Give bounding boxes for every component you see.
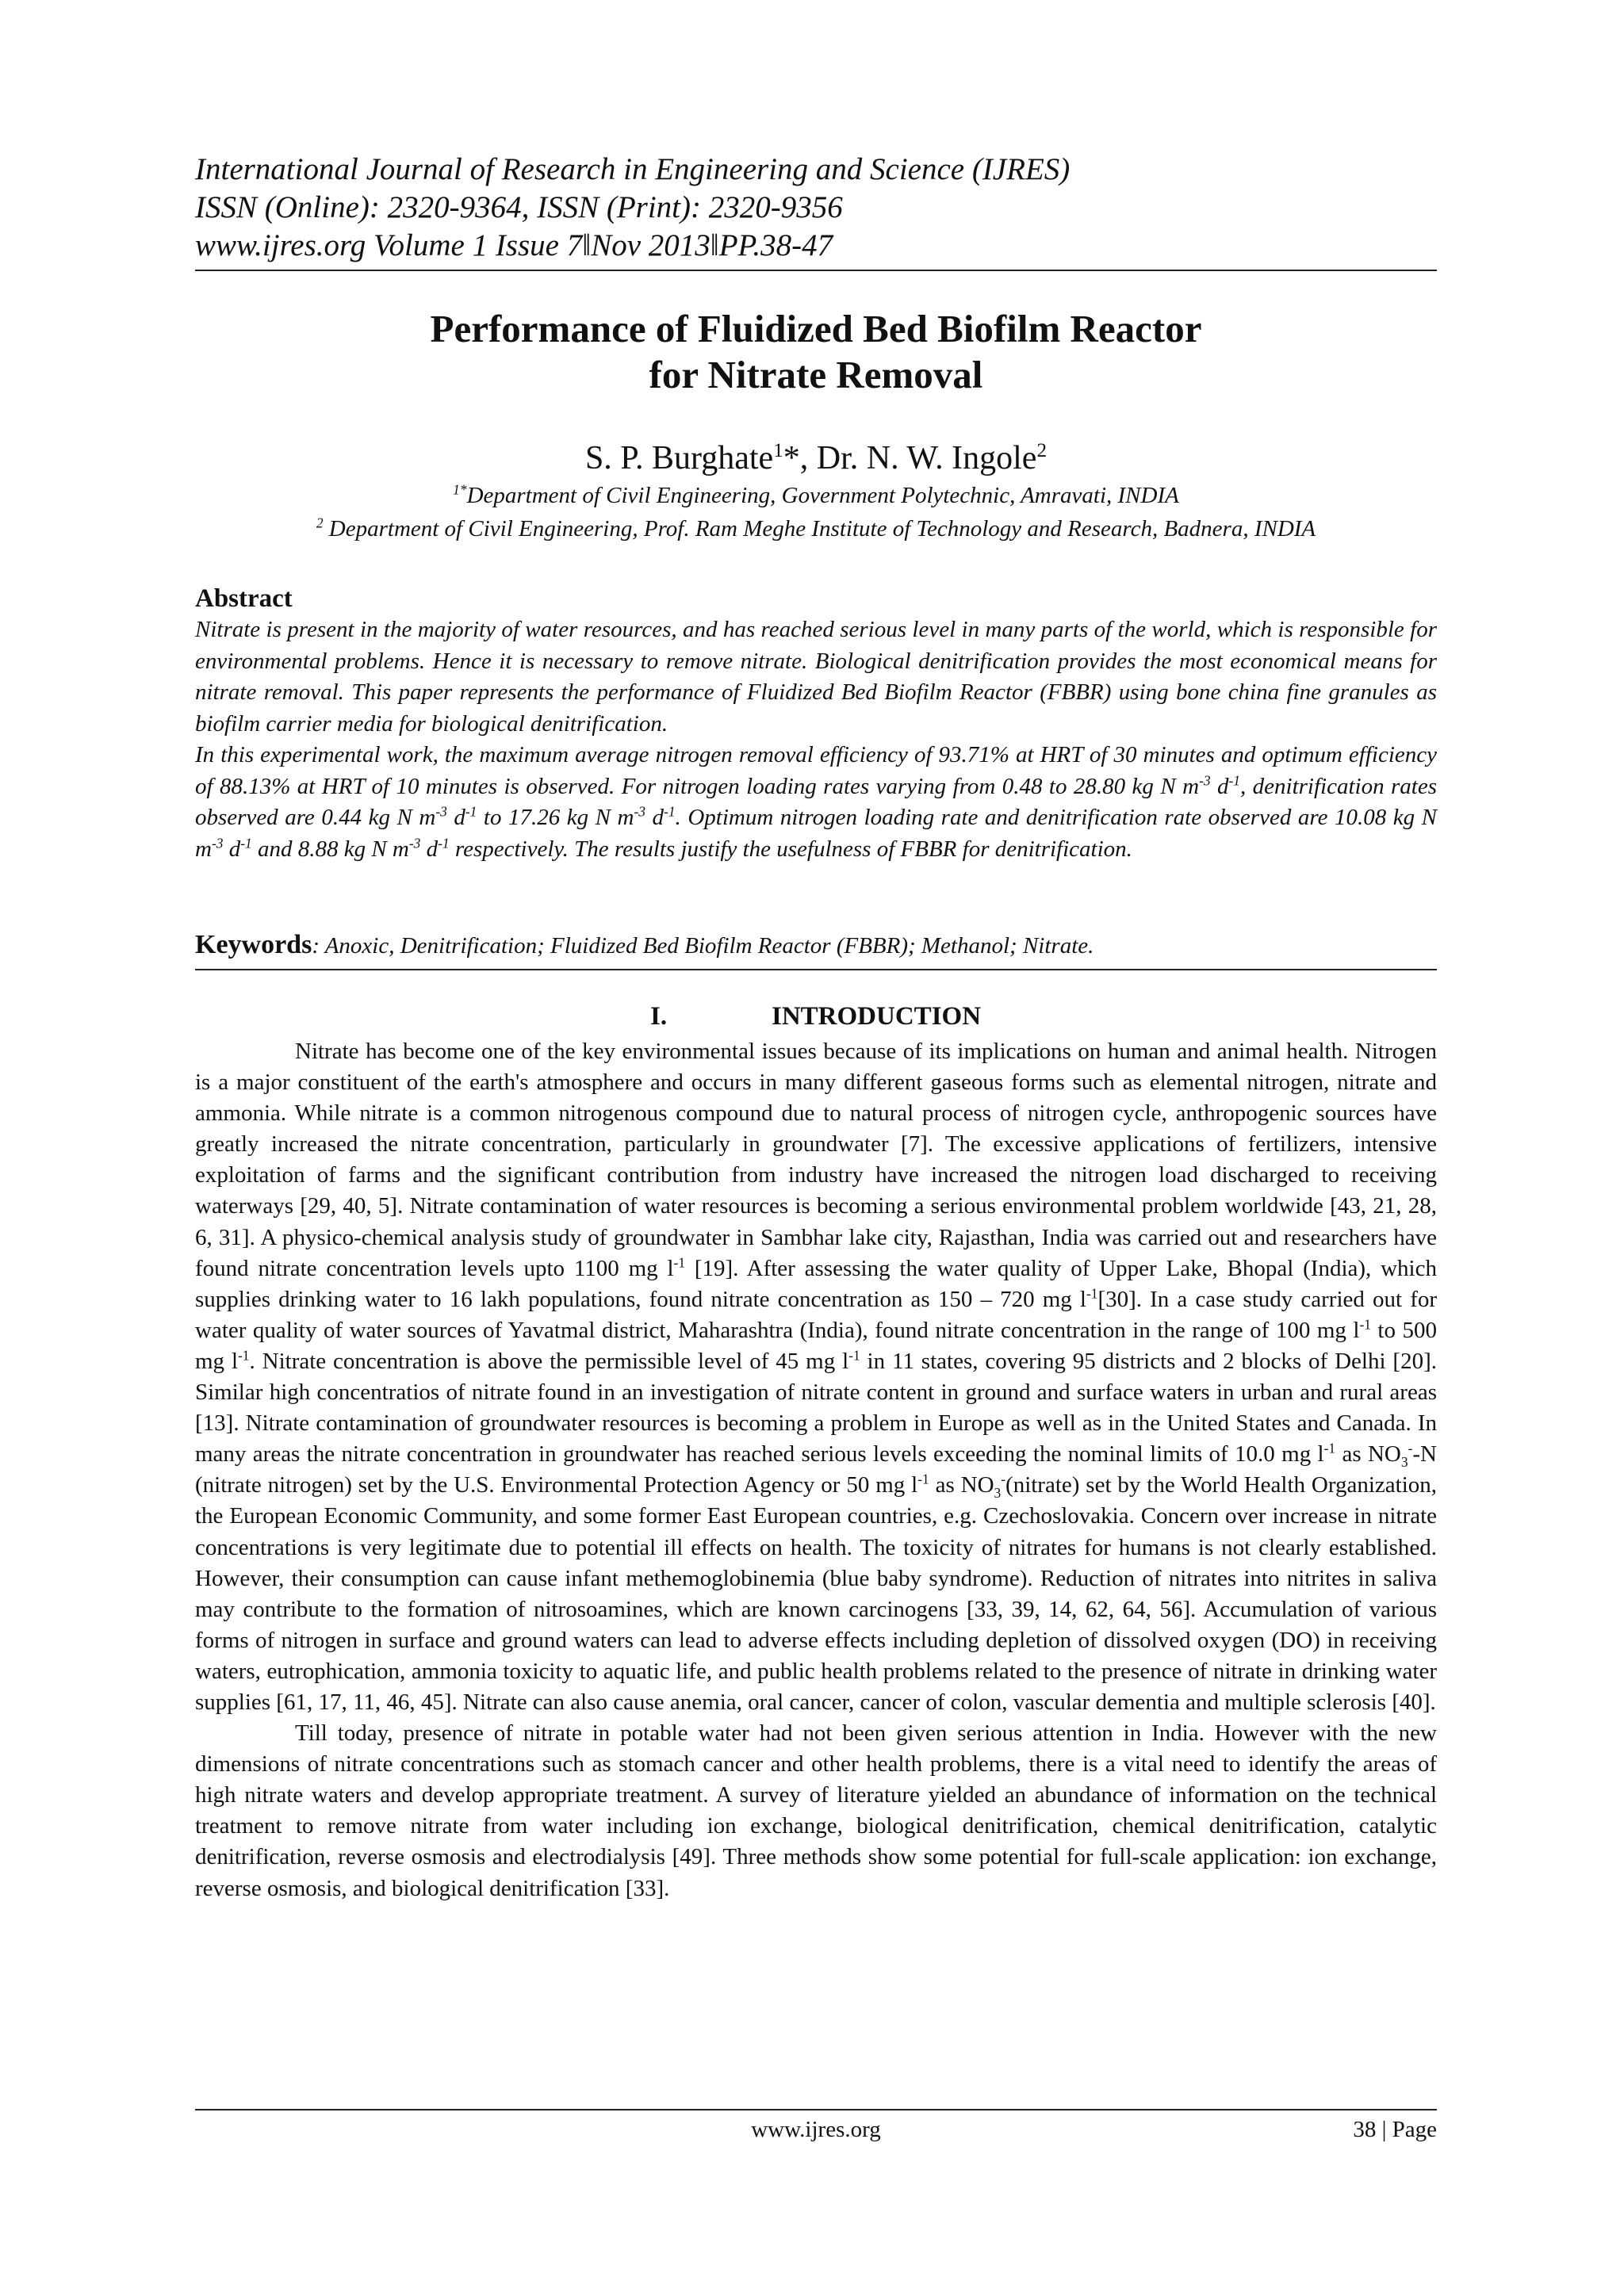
author-2: Dr. N. W. Ingole xyxy=(816,440,1037,476)
keywords xyxy=(195,929,1437,962)
corresponding-mark: *, xyxy=(783,440,817,476)
keywords-text: : Anoxic, Denitrification; Fluidized Bed Biofilm Reactor (FBBR); Methanol; Nitrate. xyxy=(312,933,1094,959)
body-paragraph: Till today, presence of nitrate in potable water had not been given serious attention in India. However with the new dimensions of nitrate concentrations such as stomach cancer and other health problems, there is a vital need to identify the areas of high nitrate waters and develop appropriate treatment. A survey of literature yielded an abundance of information on the technical treatment to remove nitrate from water including ion exchange, biological denitrification, chemical denitrification, catalytic denitrification, reverse osmosis and electrodialysis [49]. Three methods show some potential for full-scale application: ion exchange, reverse osmosis, and biological denitrification [33]. xyxy=(195,1720,1437,1901)
paper-title xyxy=(195,306,1437,398)
journal-name: International Journal of Research in Engineering and Science (IJRES) xyxy=(195,152,1071,186)
abstract-body xyxy=(195,614,1437,865)
affiliations xyxy=(195,479,1437,545)
introduction-body xyxy=(195,1036,1437,1904)
affiliation-marker: 1* xyxy=(453,481,467,498)
author-1-affil-marker: 1 xyxy=(773,440,783,461)
title-line-1: Performance of Fluidized Bed Biofilm Reactor xyxy=(430,307,1202,350)
footer-rule xyxy=(195,2109,1437,2110)
abstract-paragraph: In this experimental work, the maximum average nitrogen removal efficiency of 93.71% at HRT of 30 minutes and optimum efficiency of 88.13% at HRT of 10 minutes is observed. For nitrogen loading rates varying from 0.48 to 28.80 kg N $m^{-3}$ $d^{-1}$, denitrification rates observed are 0.44 kg N $m^{-3}$ $d^{-1}$ to 17.26 kg N $m^{-3}$ $d^{-1}$. Optimum nitrogen loading rate and denitrification rate observed are 10.08 kg N $m^{-3}$ $d^{-1}$ and 8.88 kg N $m^{-3}$ $d^{-1}$ respectively. The results justify the usefulness of FBBR for denitrification. xyxy=(195,742,1438,862)
journal-date: Nov 2013 xyxy=(591,228,710,262)
abstract-heading: Abstract xyxy=(195,584,293,613)
affiliation-1 xyxy=(195,479,1437,512)
keywords-label: Keywords xyxy=(195,930,312,959)
body-paragraph: Nitrate has become one of the key environmental issues because of its implications on human and animal health. Nitrogen is a major constituent of the earth's atmosphere and occurs in many different gaseous forms such as elemental nitrogen, nitrate and ammonia. While nitrate is a common nitrogenous compound due to natural process of nitrogen cycle, anthropogenic sources have greatly increased the nitrate concentration, particularly in groundwater [7]. The excessive applications of fertilizers, intensive exploitation of farms and the significant contribution from industry have increased the nitrogen load discharged to receiving waterways [29, 40, 5]. Nitrate contamination of water resources is becoming a serious environmental problem worldwide [43, 21, 28, 6, 31]. A physico-chemical analysis study of groundwater in Sambhar lake city, Rajasthan, India was carried out and researchers have found nitrate concentration levels upto 1100 mg $l^{-1}$ [19]. After assessing the water quality of Upper Lake, Bhopal (India), which supplies drinking water to 16 lakh populations, found nitrate concentration as 150 – 720 mg $l^{-1}[30]$. In a case study carried out for water quality of water sources of Yavatmal district, Maharashtra (India), found nitrate concentration in the range of 100 mg $l^{-1}$ to 500 mg $l^{-1}$. Nitrate concentration is above the permissible level of 45 mg $l^{-1}$ in 11 states, covering 95 districts and 2 blocks of Delhi [20]. Similar high concentratios of nitrate found in an investigation of nitrate content in ground and surface waters in urban and rural areas [13]. Nitrate contamination of groundwater resources is becoming a problem in Europe as well as in the United States and Canada. In many areas the nitrate concentration in groundwater has reached serious levels exceeding the nominal limits of 10.0 mg $l^{-1}$ as $NO_3^--N$ (nitrate nitrogen) set by the U.S. Environmental Protection Agency or 50 mg $l^{-1}$ as $NO_3^-(nitrate)$ set by the World Health Organization, the European Economic Community, and some former East European countries, e.g. Czechoslovakia. Concern over increase in nitrate concentrations is very legitimate due to potential ill effects on health. The toxicity of nitrates for humans is not clearly established. However, their consumption can cause infant methemoglobinemia (blue baby syndrome). Reduction of nitrates into nitrites in saliva may contribute to the formation of nitrosoamines, which are known carcinogens [33, 39, 14, 62, 64, 56]. Accumulation of various forms of nitrogen in surface and ground waters can lead to adverse effects including depletion of dissolved oxygen (DO) in receiving waters, eutrophication, ammonia toxicity to aquatic life, and public health problems related to the presence of nitrate in drinking water supplies [61, 17, 11, 46, 45]. Nitrate can also cause anemia, oral cancer, cancer of colon, vascular dementia and multiple sclerosis [40]. xyxy=(195,1039,1438,1715)
journal-header xyxy=(195,151,1437,265)
author-2-affil-marker: 2 xyxy=(1036,440,1048,461)
author-list xyxy=(195,438,1437,479)
separator: ‖ xyxy=(582,228,592,262)
footer-url[interactable]: www.ijres.org xyxy=(751,2117,881,2142)
affiliation-text: Department of Civil Engineering, Prof. Ram Meghe Institute of Technology and Research, Badnera, INDIA xyxy=(323,516,1316,541)
separator: ‖ xyxy=(710,228,719,262)
affiliation-marker: 2 xyxy=(316,515,324,531)
journal-pages: PP.38-47 xyxy=(718,228,833,262)
title-line-2: for Nitrate Removal xyxy=(649,353,983,396)
journal-volume-line xyxy=(195,227,1437,265)
affiliation-2 xyxy=(195,512,1437,545)
section-title: INTRODUCTION xyxy=(772,1002,982,1031)
header-rule xyxy=(195,270,1437,271)
keywords-rule xyxy=(195,969,1437,970)
page-number: 38 | Page xyxy=(1353,2117,1437,2142)
paper-page xyxy=(195,0,1437,2296)
journal-issn: ISSN (Online): 2320-9364, ISSN (Print): 2320-9356 xyxy=(195,190,843,224)
affiliation-text: Department of Civil Engineering, Government Polytechnic, Amravati, INDIA xyxy=(466,483,1179,508)
abstract-paragraph: Nitrate is present in the majority of water resources, and has reached serious level in many parts of the world, which is responsible for environmental problems. Hence it is necessary to remove nitrate. Biological denitrification provides the most economical means for nitrate removal. This paper represents the performance of Fluidized Bed Biofilm Reactor (FBBR) using bone china fine granules as biofilm carrier media for biological denitrification. xyxy=(195,617,1437,737)
section-number: I. xyxy=(650,1002,668,1031)
journal-volume: www.ijres.org Volume 1 Issue 7 xyxy=(195,228,583,262)
author-1: S. P. Burghate xyxy=(584,440,774,476)
